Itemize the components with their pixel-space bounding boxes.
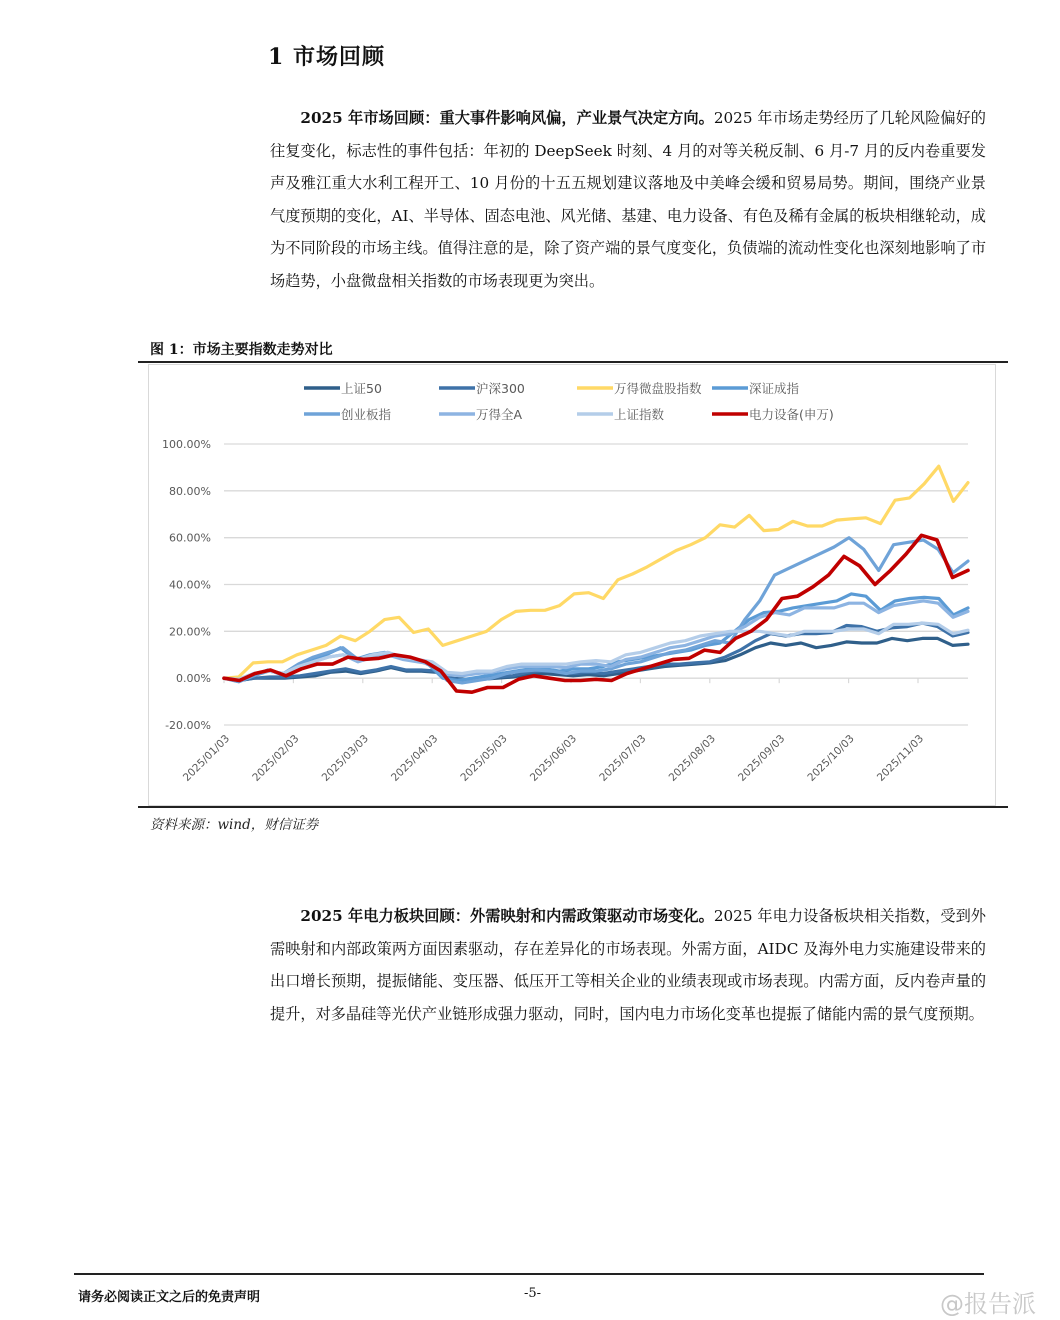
legend-item — [439, 381, 525, 396]
legend-label: 电力设备(申万) — [749, 407, 834, 422]
footer-disclaimer: 请务必阅读正文之后的免责声明 — [78, 1290, 261, 1305]
market-review-paragraph — [270, 102, 986, 298]
x-tick-label: 2025/07/03 — [597, 732, 649, 784]
legend-item — [439, 407, 523, 422]
legend-label: 上证50 — [341, 381, 382, 396]
x-tick-label: 2025/03/03 — [319, 732, 371, 784]
paragraph-body: 2025 年市场走势经历了几轮风险偏好的往复变化，标志性的事件包括：年初的 DeepSeek 时刻、4 月的对等关税反制、6 月-7 月的反内卷重要发声及雅江重大水利工程开工、10 月份的十五五规划建议落地及中美峰会缓和贸易局势。期间，围绕产业景气度预期的变化，AI、半导体、固态电池、风光储、基建、电力设备、有色及稀有金属的板块相继轮动，成为不同阶段的市场主线。值得注意的是，除了资产端的景气度变化，负债端的流动性变化也深刻地影响了市场趋势，小盘微盘相关指数的市场表现更为突出。 — [270, 109, 986, 290]
y-tick-label: 100.00% — [162, 438, 211, 451]
legend-label: 上证指数 — [614, 407, 665, 422]
chart-grid — [224, 444, 968, 725]
x-tick-label: 2025/11/03 — [874, 732, 927, 784]
x-tick-label: 2025/05/03 — [458, 732, 510, 784]
x-tick-label: 2025/04/03 — [389, 732, 441, 784]
figure-top-rule — [138, 361, 1008, 363]
x-tick-label: 2025/06/03 — [527, 732, 580, 784]
series-lines — [224, 466, 968, 692]
legend-label: 万得微盘股指数 — [614, 381, 702, 396]
y-axis-ticks — [162, 438, 211, 732]
x-tick-label: 2025/10/03 — [805, 732, 857, 784]
figure-source: 资料来源：wind，财信证券 — [150, 817, 319, 833]
x-tick-label: 2025/02/03 — [250, 732, 302, 784]
x-tick-label: 2025/01/03 — [180, 732, 233, 784]
y-tick-label: 0.00% — [176, 672, 211, 686]
legend-item — [304, 381, 382, 396]
legend-item — [577, 381, 702, 396]
legend-label: 万得全A — [476, 407, 523, 422]
legend-label: 沪深300 — [476, 381, 525, 396]
legend-label: 深证成指 — [749, 381, 800, 396]
legend-item — [577, 407, 665, 422]
power-sector-paragraph — [270, 900, 986, 1030]
paragraph-lead: 2025 年电力板块回顾：外需映射和内需政策驱动市场变化。 — [300, 907, 714, 925]
y-tick-label: 20.00% — [169, 625, 211, 639]
paragraph-lead: 2025 年市场回顾：重大事件影响风偏，产业景气决定方向。 — [300, 109, 714, 127]
footer-rule — [74, 1273, 984, 1275]
figure-bottom-rule — [138, 806, 1008, 808]
section-title: 1 市场回顾 — [268, 44, 385, 70]
legend-label: 创业板指 — [341, 407, 392, 422]
page-number: -5- — [524, 1286, 542, 1301]
chart-frame — [148, 364, 996, 806]
y-tick-label: 60.00% — [169, 531, 211, 545]
y-tick-label: 40.00% — [169, 578, 211, 592]
y-tick-label: -20.00% — [165, 719, 211, 732]
figure-caption: 图 1：市场主要指数走势对比 — [150, 342, 333, 358]
series-line — [224, 466, 968, 678]
watermark: @报告派 — [940, 1290, 1036, 1318]
legend-item — [304, 407, 391, 422]
chart-legend — [304, 381, 834, 422]
legend-item — [712, 381, 799, 396]
paragraph-body: 2025 年电力设备板块相关指数，受到外需映射和内部政策两方面因素驱动，存在差异化的市场表现。外需方面，AIDC 及海外电力实施建设带来的出口增长预期，提振储能、变压器、低压开工等相关企业的业绩表现或市场表现。内需方面，反内卷声量的提升，对多晶硅等光伏产业链形成强力驱动，同时，国内电力市场化变革也提振了储能内需的景气度预期。 — [270, 907, 986, 1023]
y-tick-label: 80.00% — [169, 484, 211, 498]
index-trend-chart — [149, 365, 995, 805]
x-axis-ticks — [181, 678, 926, 784]
legend-item — [712, 407, 834, 422]
x-tick-label: 2025/08/03 — [666, 732, 718, 784]
x-tick-label: 2025/09/03 — [736, 732, 788, 784]
